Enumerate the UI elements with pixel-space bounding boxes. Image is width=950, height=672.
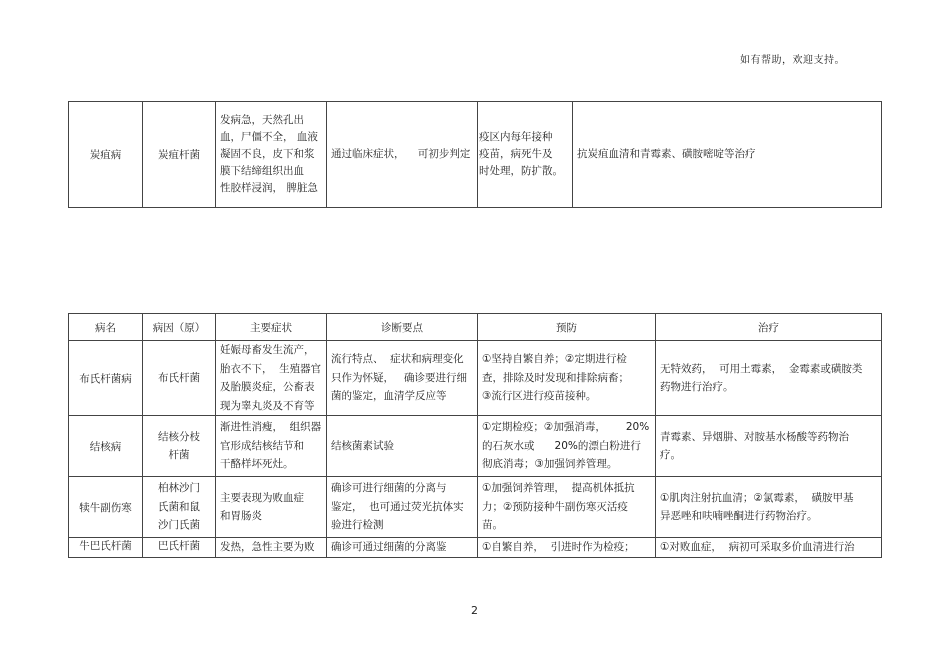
treatment-cell: 抗炭疽血清和青霉素、磺胺嘧啶等治疗	[573, 102, 882, 208]
table-row	[69, 416, 882, 477]
disease-name-cell: 牛巴氏杆菌	[69, 538, 143, 558]
header-cause: 病因（原）	[143, 314, 216, 341]
cause-cell: 巴氏杆菌	[143, 538, 216, 558]
symptoms-cell: 妊娠母畜发生流产， 胎衣不下， 生殖器官 及胎膜炎症，公畜表 现为睾丸炎及不育等	[216, 341, 327, 416]
disease-table	[68, 313, 882, 558]
treatment-cell: ①肌肉注射抗血清；②氯霉素， 磺胺甲基 异恶唑和呋喃唑酮进行药物治疗。	[656, 477, 882, 538]
prevention-cell: ①加强饲养管理， 提高机体抵抗 力；②预防接种牛副伤寒灭活疫 苗。	[478, 477, 656, 538]
table-row	[69, 341, 882, 416]
table-row	[69, 538, 882, 558]
table-header-row	[69, 314, 882, 341]
table-row	[69, 477, 882, 538]
header-note: 如有帮助，欢迎支持。	[740, 55, 845, 66]
cause-cell: 柏林沙门 氏菌和鼠 沙门氏菌	[143, 477, 216, 538]
symptoms-cell: 主要表现为败血症 和胃肠炎	[216, 477, 327, 538]
disease-name-cell: 布氏杆菌病	[69, 341, 143, 416]
disease-table-continued	[68, 101, 882, 208]
diagnosis-cell: 结核菌素试验	[327, 416, 478, 477]
disease-name-cell: 结核病	[69, 416, 143, 477]
header-disease-name: 病名	[69, 314, 143, 341]
diagnosis-cell: 通过临床症状， 可初步判定	[327, 102, 478, 208]
symptoms-cell: 发病急，天然孔出 血，尸僵不全， 血液 凝固不良，皮下和浆 膜下结缔组织出血 性胶样浸润， 脾脏急	[216, 102, 327, 208]
disease-name-cell: 犊牛副伤寒	[69, 477, 143, 538]
prevention-cell: ①定期检疫；②加强消毒， 20% 的石灰水或 20%的漂白粉进行 彻底消毒；③加强饲养管理。	[478, 416, 656, 477]
header-diagnosis: 诊断要点	[327, 314, 478, 341]
cause-cell: 结核分枝 杆菌	[143, 416, 216, 477]
prevention-cell: ①坚持自繁自养；②定期进行检 查，排除及时发现和排除病畜； ③流行区进行疫苗接种。	[478, 341, 656, 416]
header-prevention: 预防	[478, 314, 656, 341]
table-row	[69, 102, 882, 208]
page-number: 2	[471, 604, 478, 617]
symptoms-cell: 渐进性消瘦， 组织器 官形成结核结节和 干酪样坏死灶。	[216, 416, 327, 477]
prevention-cell: 疫区内每年接种 疫苗，病死牛及 时处理，防扩散。	[478, 102, 573, 208]
disease-name-cell: 炭疽病	[69, 102, 143, 208]
diagnosis-cell: 流行特点、 症状和病理变化 只作为怀疑， 确诊要进行细 菌的鉴定，血清学反应等	[327, 341, 478, 416]
cause-cell: 布氏杆菌	[143, 341, 216, 416]
diagnosis-cell: 确诊可进行细菌的分离与 鉴定， 也可通过荧光抗体实 验进行检测	[327, 477, 478, 538]
cause-cell: 炭疽杆菌	[143, 102, 216, 208]
treatment-cell: 青霉素、异烟肼、对胺基水杨酸等药物治 疗。	[656, 416, 882, 477]
header-symptoms: 主要症状	[216, 314, 327, 341]
header-treatment: 治疗	[656, 314, 882, 341]
symptoms-cell: 发热，急性主要为败	[216, 538, 327, 558]
prevention-cell: ①自繁自养， 引进时作为检疫；	[478, 538, 656, 558]
treatment-cell: ①对败血症， 病初可采取多价血清进行治	[656, 538, 882, 558]
treatment-cell: 无特效药， 可用土霉素， 金霉素或磺胺类 药物进行治疗。	[656, 341, 882, 416]
diagnosis-cell: 确诊可通过细菌的分离鉴	[327, 538, 478, 558]
